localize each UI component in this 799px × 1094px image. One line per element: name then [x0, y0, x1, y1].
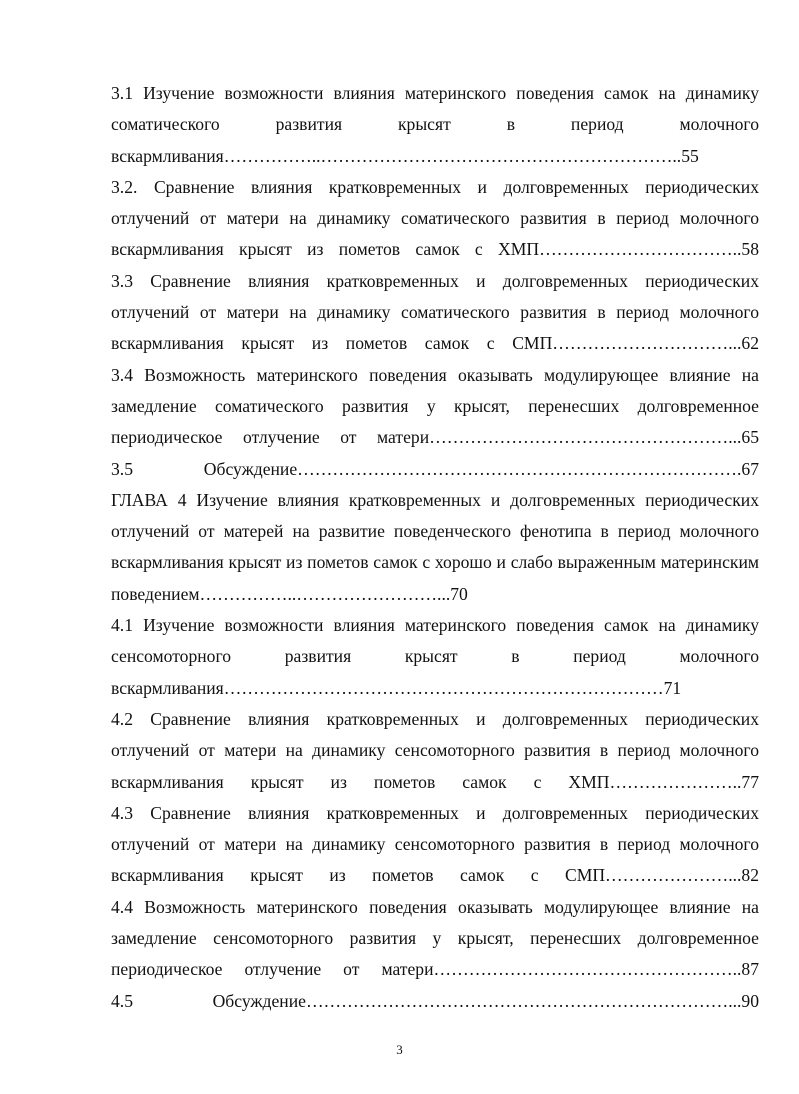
- toc-entry-4-3: 4.3 Сравнение влияния кратковременных и долговременных периодических отлучений от матери на динамику сенсомоторного развития в период молочного вскармливания крысят из пометов самок с СМП…………………...82: [111, 802, 759, 886]
- table-of-contents: [111, 78, 759, 1017]
- toc-entry-3-2: 3.2. Сравнение влияния кратковременных и долговременных периодических отлучений от матери на динамику соматического развития в период молочного вскармливания крысят из пометов самок с ХМП……………………………..58: [111, 176, 759, 260]
- toc-entry-4-2: 4.2 Сравнение влияния кратковременных и долговременных периодических отлучений от матери на динамику сенсомоторного развития в период молочного вскармливания крысят из пометов самок с ХМП…………………..77: [111, 708, 759, 792]
- toc-entry-chapter-4: ГЛАВА 4 Изучение влияния кратковременных и долговременных периодических отлучений от матерей на развитие поведенческого фенотипа в период молочного вскармливания крысят из пометов самок с хорошо и слабо выраженным материнским поведением……………..……………………...70: [111, 489, 759, 604]
- toc-entry-3-5: 3.5 Обсуждение………………………………………………………………….67: [111, 458, 759, 479]
- toc-entry-3-3: 3.3 Сравнение влияния кратковременных и долговременных периодических отлучений от матери на динамику соматического развития в период молочного вскармливания крысят из пометов самок с СМП…………………………...62: [111, 270, 759, 354]
- toc-entry-3-4: 3.4 Возможность материнского поведения оказывать модулирующее влияние на замедление соматического развития у крысят, перенесших долговременное периодическое отлучение от матери……………………………………………...65: [111, 364, 759, 448]
- toc-entry-3-1: 3.1 Изучение возможности влияния материнского поведения самок на динамику соматического развития крысят в период молочного вскармливания……………..……………………………………………………..55: [111, 83, 759, 166]
- toc-entry-4-1: 4.1 Изучение возможности влияния материнского поведения самок на динамику сенсомоторного развития крысят в период молочного вскармливания…………………………………………………………………71: [111, 615, 759, 698]
- toc-entry-4-5: 4.5 Обсуждение………………………………………………………………...90: [111, 990, 759, 1011]
- toc-entry-4-4: 4.4 Возможность материнского поведения оказывать модулирующее влияние на замедление сенсомоторного развития у крысят, перенесших долговременное периодическое отлучение от матери……………………………………………..87: [111, 896, 759, 980]
- page-number: 3: [396, 1042, 403, 1057]
